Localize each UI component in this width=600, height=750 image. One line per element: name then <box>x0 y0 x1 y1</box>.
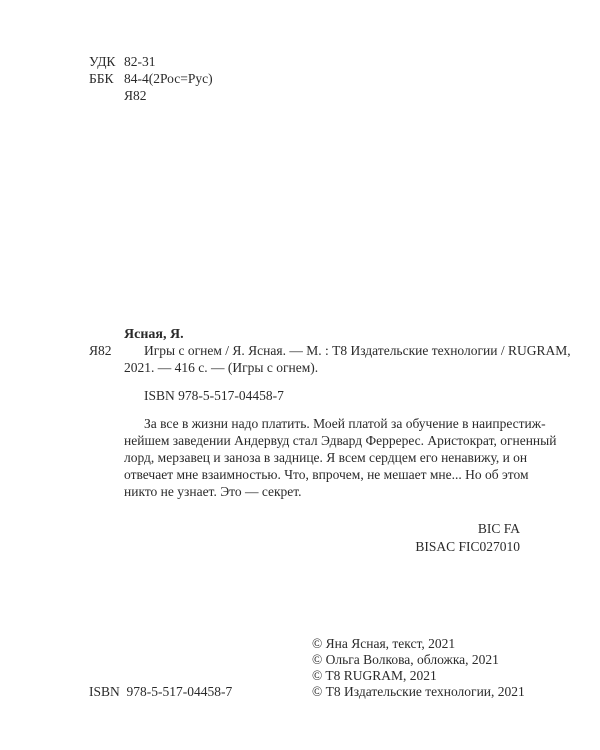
copyright-line: © Яна Ясная, текст, 2021 <box>312 636 456 651</box>
entry-author: Ясная, Я. <box>124 327 184 342</box>
bbk-label: ББК <box>89 71 114 86</box>
copyright-line: © Ольга Волкова, обложка, 2021 <box>312 652 499 667</box>
annotation-line: нейшем заведении Андервуд стал Эдвард Ферререс. Аристократ, огненный <box>124 433 557 448</box>
annotation-line: отвечает мне взаимностью. Что, впрочем, не мешает мне... Но об этом <box>124 467 529 482</box>
copyright-line: © Т8 Издательские технологии, 2021 <box>312 684 525 699</box>
annotation-line: лорд, мерзавец и заноза в заднице. Я всем сердцем его ненавижу, и он <box>124 450 528 465</box>
annotation-line: За все в жизни надо платить. Моей платой за обучение в наипрестиж- <box>144 416 546 431</box>
footer-isbn: ISBN 978-5-517-04458-7 <box>89 684 233 699</box>
entry-isbn: ISBN 978-5-517-04458-7 <box>144 388 284 403</box>
entry-author-mark: Я82 <box>89 343 112 358</box>
annotation-line: никто не узнает. Это — секрет. <box>124 484 302 499</box>
copyright-line: © T8 RUGRAM, 2021 <box>312 668 437 683</box>
author-mark: Я82 <box>124 88 147 103</box>
bisac-code: BISAC FIC027010 <box>415 539 520 554</box>
entry-bib-line-1: Игры с огнем / Я. Ясная. — М. : Т8 Издательские технологии / RUGRAM, <box>144 343 571 358</box>
udk-label: УДК <box>89 54 116 69</box>
bic-code: BIC FA <box>477 521 520 536</box>
bbk-value: 84-4(2Рос=Рус) <box>124 71 213 86</box>
udk-value: 82-31 <box>124 54 156 69</box>
entry-bib-line-2: 2021. — 416 с. — (Игры с огнем). <box>124 360 319 375</box>
